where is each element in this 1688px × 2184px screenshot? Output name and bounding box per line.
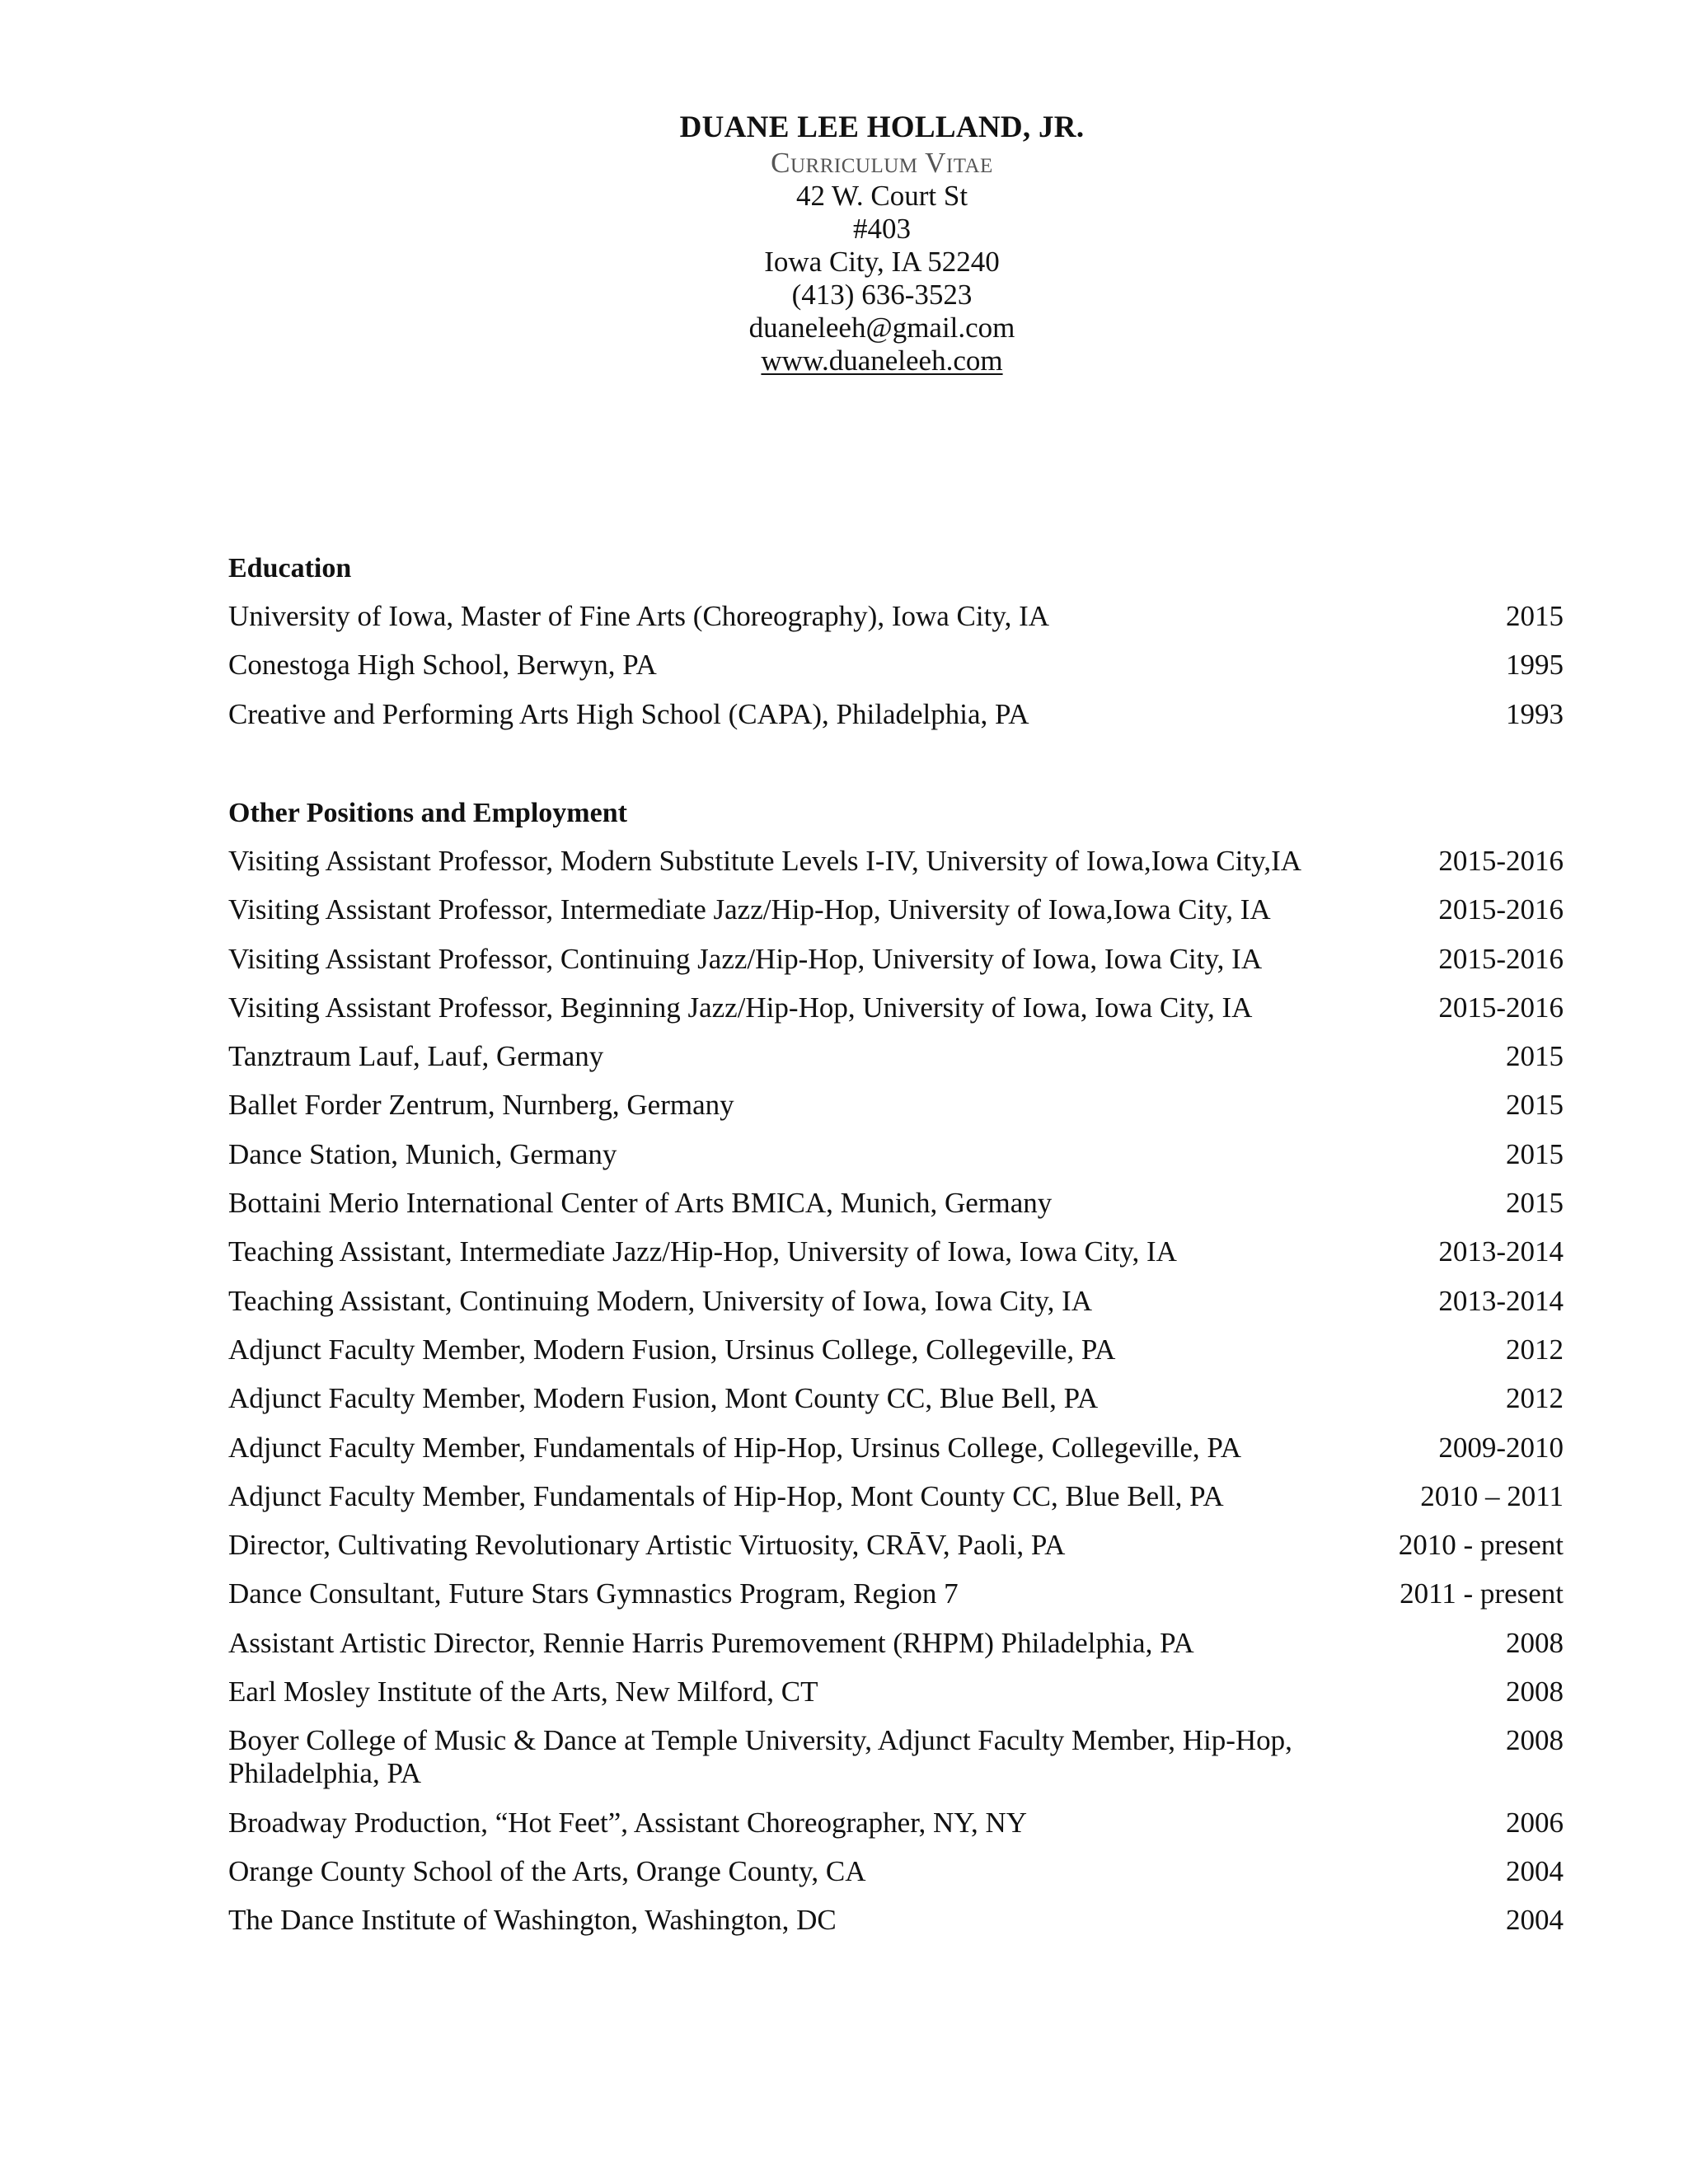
entry-year: 2008 bbox=[1506, 1724, 1564, 1757]
entry-description: Visiting Assistant Professor, Beginning Jazz/Hip-Hop, University of Iowa, Iowa City, IA bbox=[228, 991, 1253, 1024]
entry-description: Ballet Forder Zentrum, Nurnberg, Germany bbox=[228, 1089, 734, 1122]
entry-description: Adjunct Faculty Member, Modern Fusion, Mont County CC, Blue Bell, PA bbox=[228, 1382, 1099, 1415]
entry-year: 2004 bbox=[1506, 1904, 1564, 1937]
employment-entry bbox=[228, 1235, 1564, 1268]
employment-entry bbox=[228, 1285, 1564, 1318]
entry-description: The Dance Institute of Washington, Washington, DC bbox=[228, 1904, 837, 1937]
entry-description: University of Iowa, Master of Fine Arts (Choreography), Iowa City, IA bbox=[228, 600, 1049, 632]
employment-entry bbox=[228, 1432, 1564, 1465]
education-entry bbox=[228, 600, 1564, 633]
employment-entry bbox=[228, 1333, 1564, 1366]
entry-description: Visiting Assistant Professor, Modern Substitute Levels I-IV, University of Iowa,Iowa City,IA bbox=[228, 845, 1302, 877]
employment-entry bbox=[228, 1807, 1564, 1840]
education-heading: Education bbox=[228, 553, 352, 583]
entry-description: Adjunct Faculty Member, Modern Fusion, Ursinus College, Collegeville, PA bbox=[228, 1333, 1116, 1366]
entry-year: 2010 – 2011 bbox=[1420, 1479, 1564, 1512]
entry-description: Broadway Production, “Hot Feet”, Assistant Choreographer, NY, NY bbox=[228, 1806, 1028, 1839]
education-entry bbox=[228, 649, 1564, 682]
address-unit: #403 bbox=[853, 213, 911, 245]
person-name: DUANE LEE HOLLAND, JR. bbox=[679, 110, 1085, 144]
address-street: 42 W. Court St bbox=[795, 180, 968, 212]
employment-heading: Other Positions and Employment bbox=[228, 798, 627, 828]
document-subtitle: Curriculum Vitae bbox=[771, 147, 993, 179]
entry-description: Visiting Assistant Professor, Intermediate Jazz/Hip-Hop, University of Iowa,Iowa City, IA bbox=[228, 893, 1271, 926]
employment-entry bbox=[228, 1904, 1564, 1937]
entry-year: 2008 bbox=[1506, 1626, 1564, 1659]
address-city: Iowa City, IA 52240 bbox=[764, 246, 1000, 278]
entry-description: Boyer College of Music & Dance at Temple University, Adjunct Faculty Member, Hip-Hop, Philadelphia, PA bbox=[228, 1724, 1292, 1790]
employment-entry bbox=[228, 1627, 1564, 1660]
entry-year: 2009-2010 bbox=[1438, 1431, 1564, 1464]
entry-description: Creative and Performing Arts High School (CAPA), Philadelphia, PA bbox=[228, 697, 1029, 730]
employment-entry bbox=[228, 1382, 1564, 1415]
education-list bbox=[228, 600, 1564, 731]
entry-description: Teaching Assistant, Continuing Modern, University of Iowa, Iowa City, IA bbox=[228, 1284, 1093, 1317]
entry-year: 2015-2016 bbox=[1438, 942, 1564, 975]
entry-description: Visiting Assistant Professor, Continuing Jazz/Hip-Hop, University of Iowa, Iowa City, IA bbox=[228, 942, 1263, 975]
employment-entry bbox=[228, 1855, 1564, 1888]
employment-entry bbox=[228, 1089, 1564, 1122]
entry-description: Bottaini Merio International Center of Arts BMICA, Munich, Germany bbox=[228, 1187, 1053, 1220]
employment-entry bbox=[228, 1187, 1564, 1220]
entry-year: 2015 bbox=[1506, 1040, 1564, 1073]
entry-year: 2015-2016 bbox=[1438, 991, 1564, 1024]
entry-year: 2015 bbox=[1506, 1187, 1564, 1220]
entry-description: Tanztraum Lauf, Lauf, Germany bbox=[228, 1040, 604, 1073]
entry-year: 2015 bbox=[1506, 600, 1564, 632]
phone-number: (413) 636-3523 bbox=[791, 279, 973, 311]
entry-description: Director, Cultivating Revolutionary Artistic Virtuosity, CRĀV, Paoli, PA bbox=[228, 1529, 1066, 1562]
employment-entry bbox=[228, 943, 1564, 976]
employment-section bbox=[228, 797, 1564, 1953]
entry-year: 2015 bbox=[1506, 1137, 1564, 1170]
employment-entry bbox=[228, 1480, 1564, 1513]
entry-year: 1995 bbox=[1506, 649, 1564, 682]
entry-year: 2008 bbox=[1506, 1675, 1564, 1708]
employment-entry bbox=[228, 1577, 1564, 1610]
entry-description: Teaching Assistant, Intermediate Jazz/Hip-Hop, University of Iowa, Iowa City, IA bbox=[228, 1235, 1177, 1268]
employment-entry bbox=[228, 1529, 1564, 1562]
employment-entry bbox=[228, 845, 1564, 878]
entry-year: 2010 - present bbox=[1398, 1529, 1564, 1562]
employment-entry bbox=[228, 893, 1564, 926]
education-entry bbox=[228, 698, 1564, 731]
entry-year: 2004 bbox=[1506, 1854, 1564, 1887]
entry-year: 2011 - present bbox=[1400, 1577, 1564, 1610]
entry-description: Adjunct Faculty Member, Fundamentals of Hip-Hop, Mont County CC, Blue Bell, PA bbox=[228, 1479, 1224, 1512]
entry-year: 2015-2016 bbox=[1438, 893, 1564, 926]
entry-description: Orange County School of the Arts, Orange County, CA bbox=[228, 1854, 866, 1887]
employment-entry bbox=[228, 1040, 1564, 1073]
entry-description: Adjunct Faculty Member, Fundamentals of Hip-Hop, Ursinus College, Collegeville, PA bbox=[228, 1431, 1241, 1464]
employment-list bbox=[228, 845, 1564, 1937]
entry-description: Assistant Artistic Director, Rennie Harris Puremovement (RHPM) Philadelphia, PA bbox=[228, 1626, 1194, 1659]
entry-year: 2013-2014 bbox=[1438, 1284, 1564, 1317]
entry-description: Dance Station, Munich, Germany bbox=[228, 1137, 617, 1170]
entry-description: Earl Mosley Institute of the Arts, New Milford, CT bbox=[228, 1675, 818, 1708]
education-section bbox=[228, 552, 1564, 747]
employment-entry bbox=[228, 991, 1564, 1024]
entry-description: Dance Consultant, Future Stars Gymnastics Program, Region 7 bbox=[228, 1577, 959, 1610]
entry-year: 2012 bbox=[1506, 1333, 1564, 1366]
entry-year: 1993 bbox=[1506, 697, 1564, 730]
cv-header bbox=[0, 109, 1688, 377]
employment-entry bbox=[228, 1724, 1564, 1790]
entry-year: 2012 bbox=[1506, 1382, 1564, 1415]
email-address: duaneleeh@gmail.com bbox=[748, 312, 1015, 344]
entry-year: 2013-2014 bbox=[1438, 1235, 1564, 1268]
website-link[interactable]: www.duaneleeh.com bbox=[761, 344, 1003, 377]
employment-entry bbox=[228, 1138, 1564, 1171]
entry-year: 2006 bbox=[1506, 1806, 1564, 1839]
entry-year: 2015-2016 bbox=[1438, 845, 1564, 877]
entry-description: Conestoga High School, Berwyn, PA bbox=[228, 649, 657, 682]
entry-year: 2015 bbox=[1506, 1089, 1564, 1122]
employment-entry bbox=[228, 1675, 1564, 1708]
